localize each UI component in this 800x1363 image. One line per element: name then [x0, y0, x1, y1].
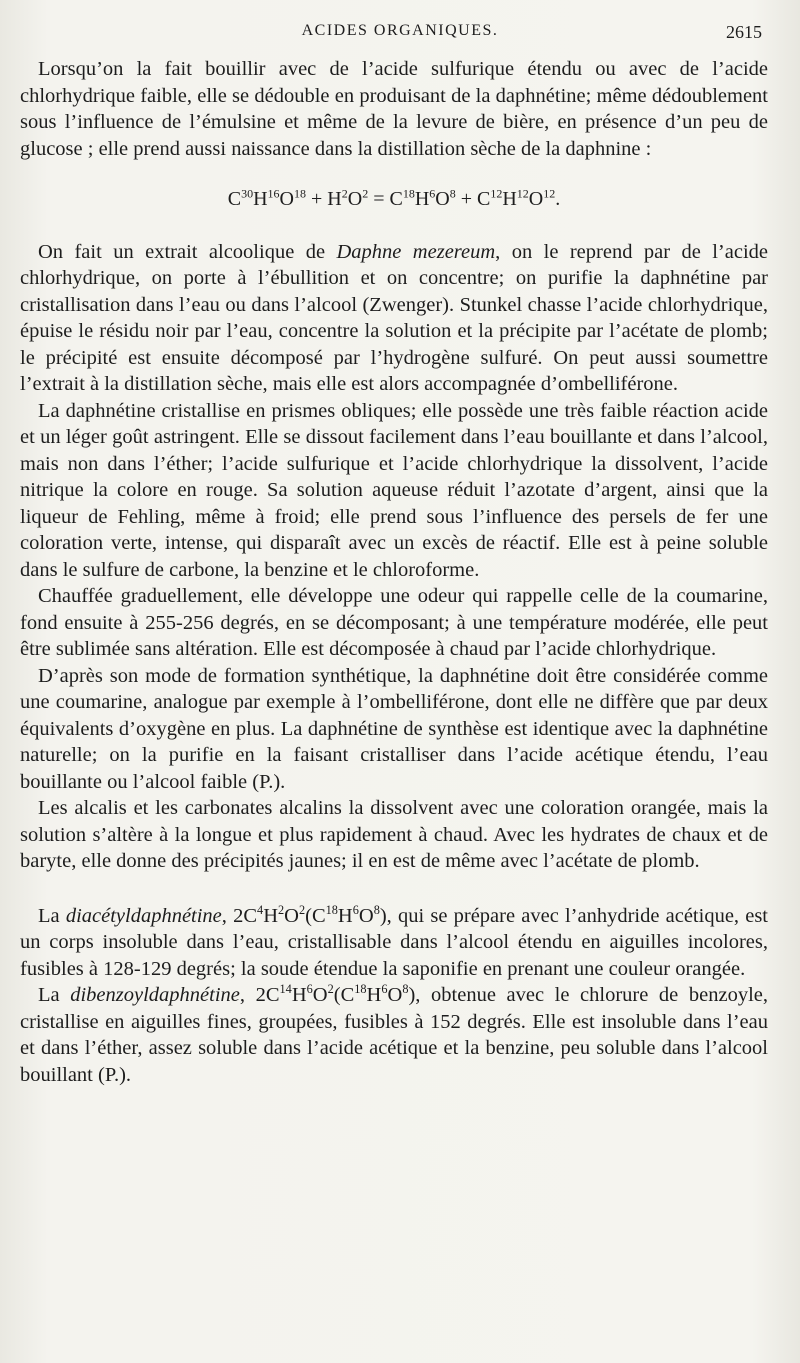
page-body — [20, 56, 768, 1088]
page-header — [0, 22, 800, 48]
species-name: Daphne mezereum — [336, 240, 496, 263]
section-gap — [20, 875, 768, 903]
running-head: ACIDES ORGANIQUES. — [301, 22, 499, 39]
paragraph-diacetyl: La diacétyldaphnétine, $2C^4H^2O^2(C^{18}H^6O^8)$, qui se prépare avec l’anhydride acétique, est un corps insoluble dans l’eau, cristallisable dans l’alcool étendu en aiguilles incolores, fusibles à 128-129 degrés; la soude étendue la saponifie en prenant une couleur orangée. — [20, 902, 768, 980]
page-number: 2615 — [726, 22, 762, 42]
paragraph-properties: La daphnétine cristallise en prismes obliques; elle possède une très faible réaction acide et un léger goût astringent. Elle se dissout facilement dans l’eau bouillante et dans l’alcool, mais non dans l’éther; l’acide sulfurique et l’acide chlorhydrique la dissolvent, l’acide nitrique la colore en rouge. Sa solution aqueuse réduit l’azotate d’argent, ainsi que la liqueur de Fehling, même à froid; elle prend sous l’influence des persels de fer une coloration verte, intense, qui disparaît avec un excès de réactif. Elle est à peine soluble dans le sulfure de carbone, la benzine et le chloroforme. — [20, 399, 768, 581]
paragraph-synthesis: D’après son mode de formation synthétique, la daphnétine doit être considérée comme une coumarine, analogue par exemple à l’ombelliférone, dont elle ne diffère que par deux équivalents d’oxygène en plus. La daphnétine de synthèse est identique avec la daphnétine naturelle; on la purifie en la faisant cristalliser dans l’acide acétique étendu, l’eau bouillante ou l’alcool faible (P.). — [20, 664, 768, 793]
paragraph-preparation: On fait un extrait alcoolique de Daphne mezereum, on le reprend par de l’acide chlorhydrique, on porte à l’ébullition et on concentre; on purifie la daphnétine par cristallisation dans l’eau ou dans l’alcool (Zwenger). Stunkel chasse l’acide chlorhydrique, épuise le résidu noir par l’eau, concentre la solution et la précipite par l’acétate de plomb; le précipité est ensuite décomposé par l’hydrogène sulfuré. On peut aussi soumettre l’extrait à la distillation sèche, mais elle est alors accompagnée d’ombelliférone. — [20, 240, 768, 395]
paragraph-alkalis: Les alcalis et les carbonates alcalins la dissolvent avec une coloration orangée, mais la solution s’altère à la longue et plus rapidement à chaud. Avec les hydrates de chaux et de baryte, elle donne des précipités jaunes; il en est de même avec l’acétate de plomb. — [20, 797, 768, 872]
chemical-equation: $C^{30}H^{16}O^{18} + H^2O^2 = C^{18}H^6O^8 + C^{12}H^{12}O^{12}$. — [227, 186, 561, 210]
paragraph-dibenzoyl: La dibenzoyldaphnétine, $2C^{14}H^6O^2(C^{18}H^6O^8)$, obtenue avec le chlorure de benzoyle, cristallise en aiguilles fines, groupées, fusibles à 152 degrés. Elle est insoluble dans l’eau et dans l’éther, assez soluble dans l’acide acétique et la benzine, peu soluble dans l’alcool bouillant (P.). — [20, 982, 768, 1086]
compound-name-diacetyl: diacétyldaphnétine — [65, 904, 222, 927]
paragraph-decomposition: Lorsqu’on la fait bouillir avec de l’acide sulfurique étendu ou avec de l’acide chlorhydrique faible, elle se dédouble en produisant de la daphnétine; même dédoublement sous l’influence de l’émulsine et même de la levure de bière, en présence d’un peu de glucose ; elle prend aussi naissance dans la distillation sèche de la daphnine : — [20, 58, 768, 160]
compound-name-dibenzoyl: dibenzoyldaphnétine — [70, 984, 240, 1006]
paragraph-heating: Chauffée graduellement, elle développe une odeur qui rappelle celle de la coumarine, fond ensuite à 255-256 degrés, en se décomposant; à une température modérée, elle peut être sublimée sans altération. Elle est décomposée à chaud par l’acide chlorhydrique. — [20, 585, 768, 660]
